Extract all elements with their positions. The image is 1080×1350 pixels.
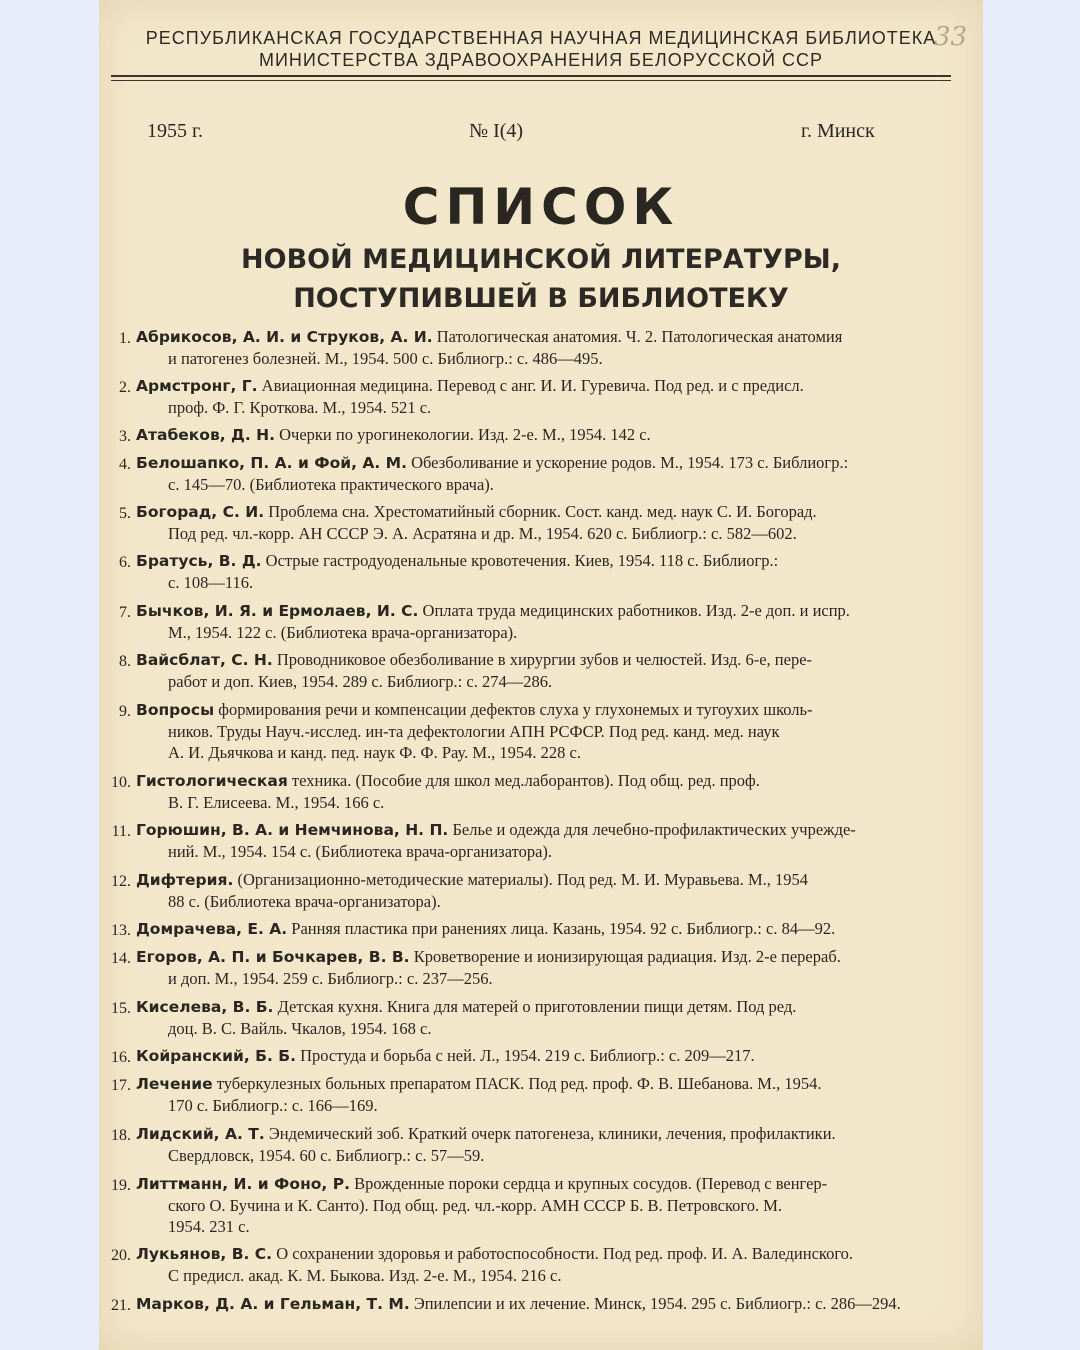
header-rule-top [111,75,951,77]
item-text: Вайсблат, С. Н. Проводниковое обезболивание в хирургии зубов и челюстей. Изд. 6-е, пере- работ и доп. Киев, 1954. 289 с. Библиогр.: с. 274—286. [136,650,813,691]
item-text: Лукьянов, В. С. О сохранении здоровья и работоспособности. Под ред. проф. И. А. Валединского. С предисл. акад. К. М. Быкова. Изд. 2-е. М., 1954. 216 с. [136,1244,854,1285]
item-number: 7. [119,604,131,621]
item-number: 13. [111,922,131,939]
issue-city: г. Минск [801,120,875,142]
item-author: Литтманн, И. и Фоно, Р. [136,1175,350,1193]
document-subtitle-line1: НОВОЙ МЕДИЦИНСКОЙ ЛИТЕРАТУРЫ, [241,244,841,275]
item-text: Белошапко, П. А. и Фой, А. М. Обезболивание и ускорение родов. М., 1954. 173 с. Библиогр.: с. 145—70. (Библиотека практического врача). [136,453,849,494]
item-number: 6. [119,554,131,571]
item-text: Армстронг, Г. Авиационная медицина. Перевод с анг. И. И. Гуревича. Под ред. и с предисл. проф. Ф. Г. Кроткова. М., 1954. 521 с. [136,376,804,417]
item-text: Атабеков, Д. Н. Очерки по урогинекологии. Изд. 2-е. М., 1954. 142 с. [136,425,651,444]
item-number: 14. [111,950,131,967]
handwritten-page-number: 33 [934,22,968,52]
item-text: Лечение туберкулезных больных препаратом ПАСК. Под ред. проф. Ф. В. Шебанова. М., 1954. 170 с. Библиогр.: с. 166—169. [136,1074,822,1115]
item-text: Марков, Д. А. и Гельман, Т. М. Эпилепсии и их лечение. Минск, 1954. 295 с. Библиогр.: с. 286—294. [136,1294,901,1313]
item-number: 21. [111,1297,131,1314]
header-ministry: МИНИСТЕРСТВА ЗДРАВООХРАНЕНИЯ БЕЛОРУССКОЙ ССР [258,50,823,70]
header-rule-bottom [111,80,951,81]
item-author: Вайсблат, С. Н. [136,651,273,669]
item-text: Литтманн, И. и Фоно, Р. Врожденные пороки сердца и крупных сосудов. (Перевод с венгер- ского О. Бучина и К. Санто). Под общ. ред. чл.-корр. АМН СССР Б. В. Петровского. М. 1954. 231 с. [136,1174,828,1236]
item-number: 8. [119,653,131,670]
item-number: 20. [111,1247,131,1264]
item-text: Вопросы формирования речи и компенсации дефектов слуха у глухонемых и тугоухих школь- ников. Труды Науч.-исслед. ин-та дефектологии АПН РСФСР. Под ред. канд. мед. наук А. И. Дьячкова и канд. пед. наук Ф. Ф. Рау. М., 1954. 228 с. [136,700,813,762]
item-number: 4. [119,456,131,473]
document-page [99,0,983,1350]
item-author: Братусь, В. Д. [136,552,262,570]
item-number: 19. [111,1177,131,1194]
item-author: Лечение [136,1075,213,1093]
item-text: Егоров, А. П. и Бочкарев, В. В. Кроветворение и ионизирующая радиация. Изд. 2-е перераб. и доп. М., 1954. 259 с. Библиогр.: с. 237—256. [136,947,841,988]
item-text: Братусь, В. Д. Острые гастродуоденальные кровотечения. Киев, 1954. 118 с. Библиогр.: с. 108—116. [136,551,779,592]
item-author: Киселева, В. Б. [136,998,274,1016]
item-author: Богорад, С. И. [136,503,265,521]
item-author: Атабеков, Д. Н. [136,426,275,444]
item-author: Армстронг, Г. [136,377,258,395]
item-author: Марков, Д. А. и Гельман, Т. М. [136,1295,410,1313]
document-subtitle-line2: ПОСТУПИВШЕЙ В БИБЛИОТЕКУ [293,283,789,314]
item-author: Лидский, А. Т. [136,1125,265,1143]
item-text: Бычков, И. Я. и Ермолаев, И. С. Оплата труда медицинских работников. Изд. 2-е доп. и испр. М., 1954. 122 с. (Библиотека врача-организатора). [136,601,850,642]
item-text: Домрачева, Е. А. Ранняя пластика при ранениях лица. Казань, 1954. 92 с. Библиогр.: с. 84—92. [136,919,836,938]
item-author: Домрачева, Е. А. [136,920,288,938]
item-text: Абрикосов, А. И. и Струков, А. И. Патологическая анатомия. Ч. 2. Патологическая анатомия и патогенез болезней. М., 1954. 500 с. Библиогр.: с. 486—495. [136,327,843,368]
item-text: Дифтерия. (Организационно-методические материалы). Под ред. М. И. Муравьева. М., 1954 88 с. (Библиотека врача-организатора). [136,870,809,911]
item-text: Киселева, В. Б. Детская кухня. Книга для матерей о приготовлении пищи детям. Под ред. доц. В. С. Вайль. Чкалов, 1954. 168 с. [136,997,797,1038]
item-author: Гистологическая [136,772,288,790]
item-author: Абрикосов, А. И. и Струков, А. И. [136,328,433,346]
item-number: 12. [111,873,131,890]
issue-number: № I(4) [469,120,524,142]
item-number: 3. [119,428,131,445]
item-author: Лукьянов, В. С. [136,1245,273,1263]
item-author: Бычков, И. Я. и Ермолаев, И. С. [136,602,419,620]
item-number: 15. [111,1000,131,1017]
document-title: СПИСОК [402,178,680,236]
item-text: Гистологическая техника. (Пособие для школ мед.лаборантов). Под общ. ред. проф. В. Г. Елисеева. М., 1954. 166 с. [136,771,760,812]
item-author: Дифтерия. [136,871,234,889]
item-author: Егоров, А. П. и Бочкарев, В. В. [136,948,410,966]
item-author: Койранский, Б. Б. [136,1047,296,1065]
item-number: 16. [111,1049,131,1066]
item-author: Горюшин, В. А. и Немчинова, Н. П. [136,821,449,839]
header-institution: РЕСПУБЛИКАНСКАЯ ГОСУДАРСТВЕННАЯ НАУЧНАЯ МЕДИЦИНСКАЯ БИБЛИОТЕКА [145,28,937,48]
item-text: Горюшин, В. А. и Немчинова, Н. П. Белье и одежда для лечебно-профилактических учрежде- ний. М., 1954. 154 с. (Библиотека врача-организатора). [136,820,856,861]
item-number: 18. [111,1127,131,1144]
item-number: 10. [111,774,131,791]
item-author: Вопросы [136,701,215,719]
item-text: Богорад, С. И. Проблема сна. Хрестоматийный сборник. Сост. канд. мед. наук С. И. Богорад. Под ред. чл.-корр. АН СССР Э. А. Асратяна и др. М., 1954. 620 с. Библиогр.: с. 582—602. [136,502,817,543]
item-number: 17. [111,1077,131,1094]
item-number: 2. [119,379,131,396]
item-number: 1. [119,330,131,347]
item-text: Койранский, Б. Б. Простуда и борьба с ней. Л., 1954. 219 с. Библиогр.: с. 209—217. [136,1046,755,1065]
item-number: 9. [119,703,131,720]
item-author: Белошапко, П. А. и Фой, А. М. [136,454,407,472]
item-number: 11. [111,823,131,840]
issue-year: 1955 г. [147,120,203,142]
item-number: 5. [119,505,131,522]
item-text: Лидский, А. Т. Эндемический зоб. Краткий очерк патогенеза, клиники, лечения, профилактики. Свердловск, 1954. 60 с. Библиогр.: с. 57—59. [136,1124,836,1165]
